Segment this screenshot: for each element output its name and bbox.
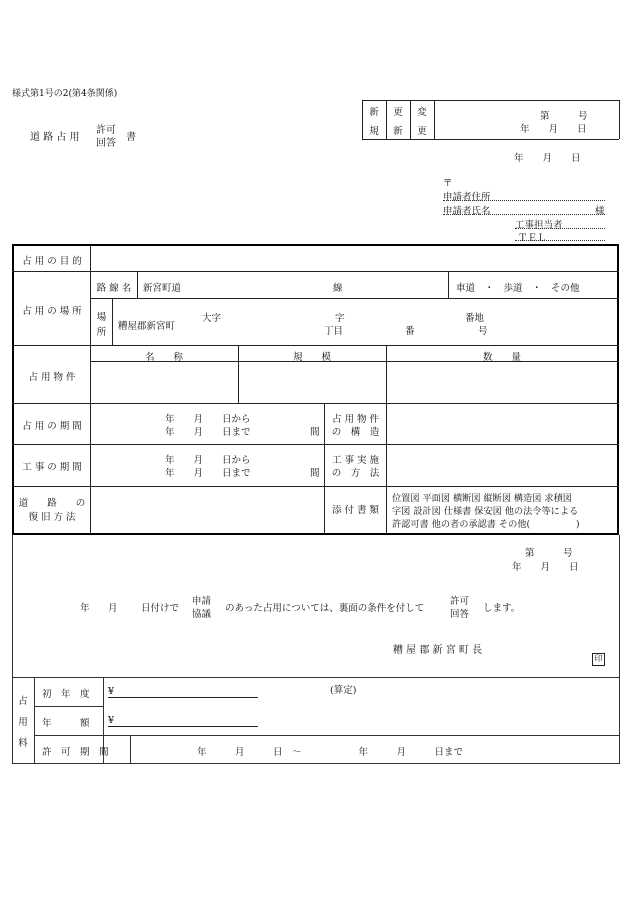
object-col-scale: 規 模 [292,352,331,363]
mayor-name: 糟 屋 郡 新 宮 町 長 [393,645,483,656]
contact-line[interactable] [515,228,605,229]
location-label-1: 場 [96,312,107,323]
method-label-1: 工 事 実 施 [331,455,380,466]
response-month: 月 [108,603,118,614]
tel-label: ＴＥＬ [518,233,547,244]
structure-label-2: の 構 造 [331,427,380,438]
object-col-name: 名 称 [144,352,183,363]
period-days: 間 [310,427,320,438]
restore-label-1: 道 路 の [18,498,86,509]
type-box-number: 第 号 [540,111,588,122]
applicant-honorific: 様 [595,206,605,217]
work-from[interactable]: 年 月 日から [165,455,251,466]
fee-period-value[interactable]: 年 月 日 ～ 年 月 日まで [197,747,464,758]
type-hen: 変 [417,107,427,118]
work-to[interactable]: 年 月 日まで [165,468,251,479]
type-shin2: 新 [393,126,403,137]
location-banchi: 番地 [465,313,485,324]
place-label: 占 用 の 場 所 [22,306,82,317]
seal-mark: 印 [592,653,605,666]
fee-annual-yen: ¥ [108,715,115,726]
attachments-docs-2: 字図 設計図 仕様書 保安図 他の法令等による [392,506,579,517]
road-type-options[interactable]: 車道 ・ 歩道 ・ その他 [456,283,580,294]
location-ban: 番 [405,326,415,337]
fee-label-2: 用 [18,717,28,728]
method-label-2: の 方 法 [331,468,380,479]
type-box-date: 年 月 日 [520,124,587,135]
restore-label-2: 復 旧 方 法 [28,512,76,523]
title-option-permit: 許可 [96,125,116,136]
fee-calc-label: (算定) [330,685,357,696]
response-year: 年 [80,603,90,614]
method-field[interactable] [388,447,616,484]
restore-field[interactable] [92,488,322,532]
fee-annual-label: 年 額 [42,718,90,729]
location-aza: 字 [335,313,345,324]
applicant-address-label: 申請者住所 [443,192,491,203]
route-value[interactable]: 新宮町道 [143,283,182,294]
route-label: 路 線 名 [96,283,132,294]
response-number: 第 号 [525,548,573,559]
applicant-address-line[interactable] [443,200,605,201]
applicant-name-line[interactable] [443,214,605,215]
object-name-field[interactable] [92,363,236,401]
response-option-consult: 協議 [192,609,212,620]
tel-line[interactable] [515,240,605,241]
purpose-field[interactable] [92,248,616,270]
fee-period-label: 許 可 期 間 [42,747,109,758]
work-label: 工 事 の 期 間 [22,462,82,473]
response-end: します。 [483,603,521,614]
attachments-label: 添 付 書 類 [331,505,380,516]
object-scale-field[interactable] [240,363,384,401]
period-from[interactable]: 年 月 日から [165,414,251,425]
object-label: 占 用 物 件 [28,372,76,383]
type-kou: 更 [393,107,403,118]
route-suffix: 線 [333,283,343,294]
response-option-apply: 申請 [192,596,212,607]
form-id: 様式第1号の2(第4条関係) [12,89,118,99]
form-title: 道 路 占 用 [30,132,80,143]
purpose-label: 占 用 の 目 的 [22,256,82,267]
period-to[interactable]: 年 月 日まで [165,427,251,438]
object-col-qty: 数 量 [482,352,521,363]
fee-first-year-field[interactable] [108,697,258,698]
fee-label-1: 占 [18,696,28,707]
response-date: 年 月 日 [512,562,579,573]
fee-first-year-yen: ¥ [108,686,115,697]
location-label-2: 所 [96,327,107,338]
fee-label-3: 料 [18,738,28,749]
response-result-permit: 許可 [450,596,470,607]
response-dated: 日付けで [141,603,180,614]
applicant-name-label: 申請者氏名 [443,206,491,217]
fee-first-year-label: 初 年 度 [42,689,90,700]
attachments-docs-3: 許認可書 他の者の承認書 その他( ) [392,519,580,530]
type-kou2: 更 [417,126,427,137]
location-go: 号 [478,326,488,337]
location-district: 糟屋郡新宮町 [118,321,176,332]
title-option-answer: 回答 [96,138,116,149]
response-body: のあった占用については、裏面の条件を付して [225,603,425,614]
period-label: 占 用 の 期 間 [22,421,82,432]
title-suffix: 書 [126,132,136,143]
header-date: 年 月 日 [514,153,581,164]
postal-mark: 〒 [443,178,453,189]
attachments-docs-1: 位置図 平面図 横断図 縦断図 構造図 求積図 [392,493,572,504]
work-days: 間 [310,468,320,479]
location-oaza: 大字 [202,313,222,324]
contact-label: 工事担当者 [515,220,563,231]
type-ki: 規 [369,126,379,137]
fee-annual-field[interactable] [108,726,258,727]
location-chome: 丁目 [324,326,344,337]
type-shin: 新 [369,107,379,118]
structure-field[interactable] [388,406,616,442]
response-result-answer: 回答 [450,609,470,620]
object-qty-field[interactable] [388,363,616,401]
structure-label-1: 占 用 物 件 [331,414,380,425]
